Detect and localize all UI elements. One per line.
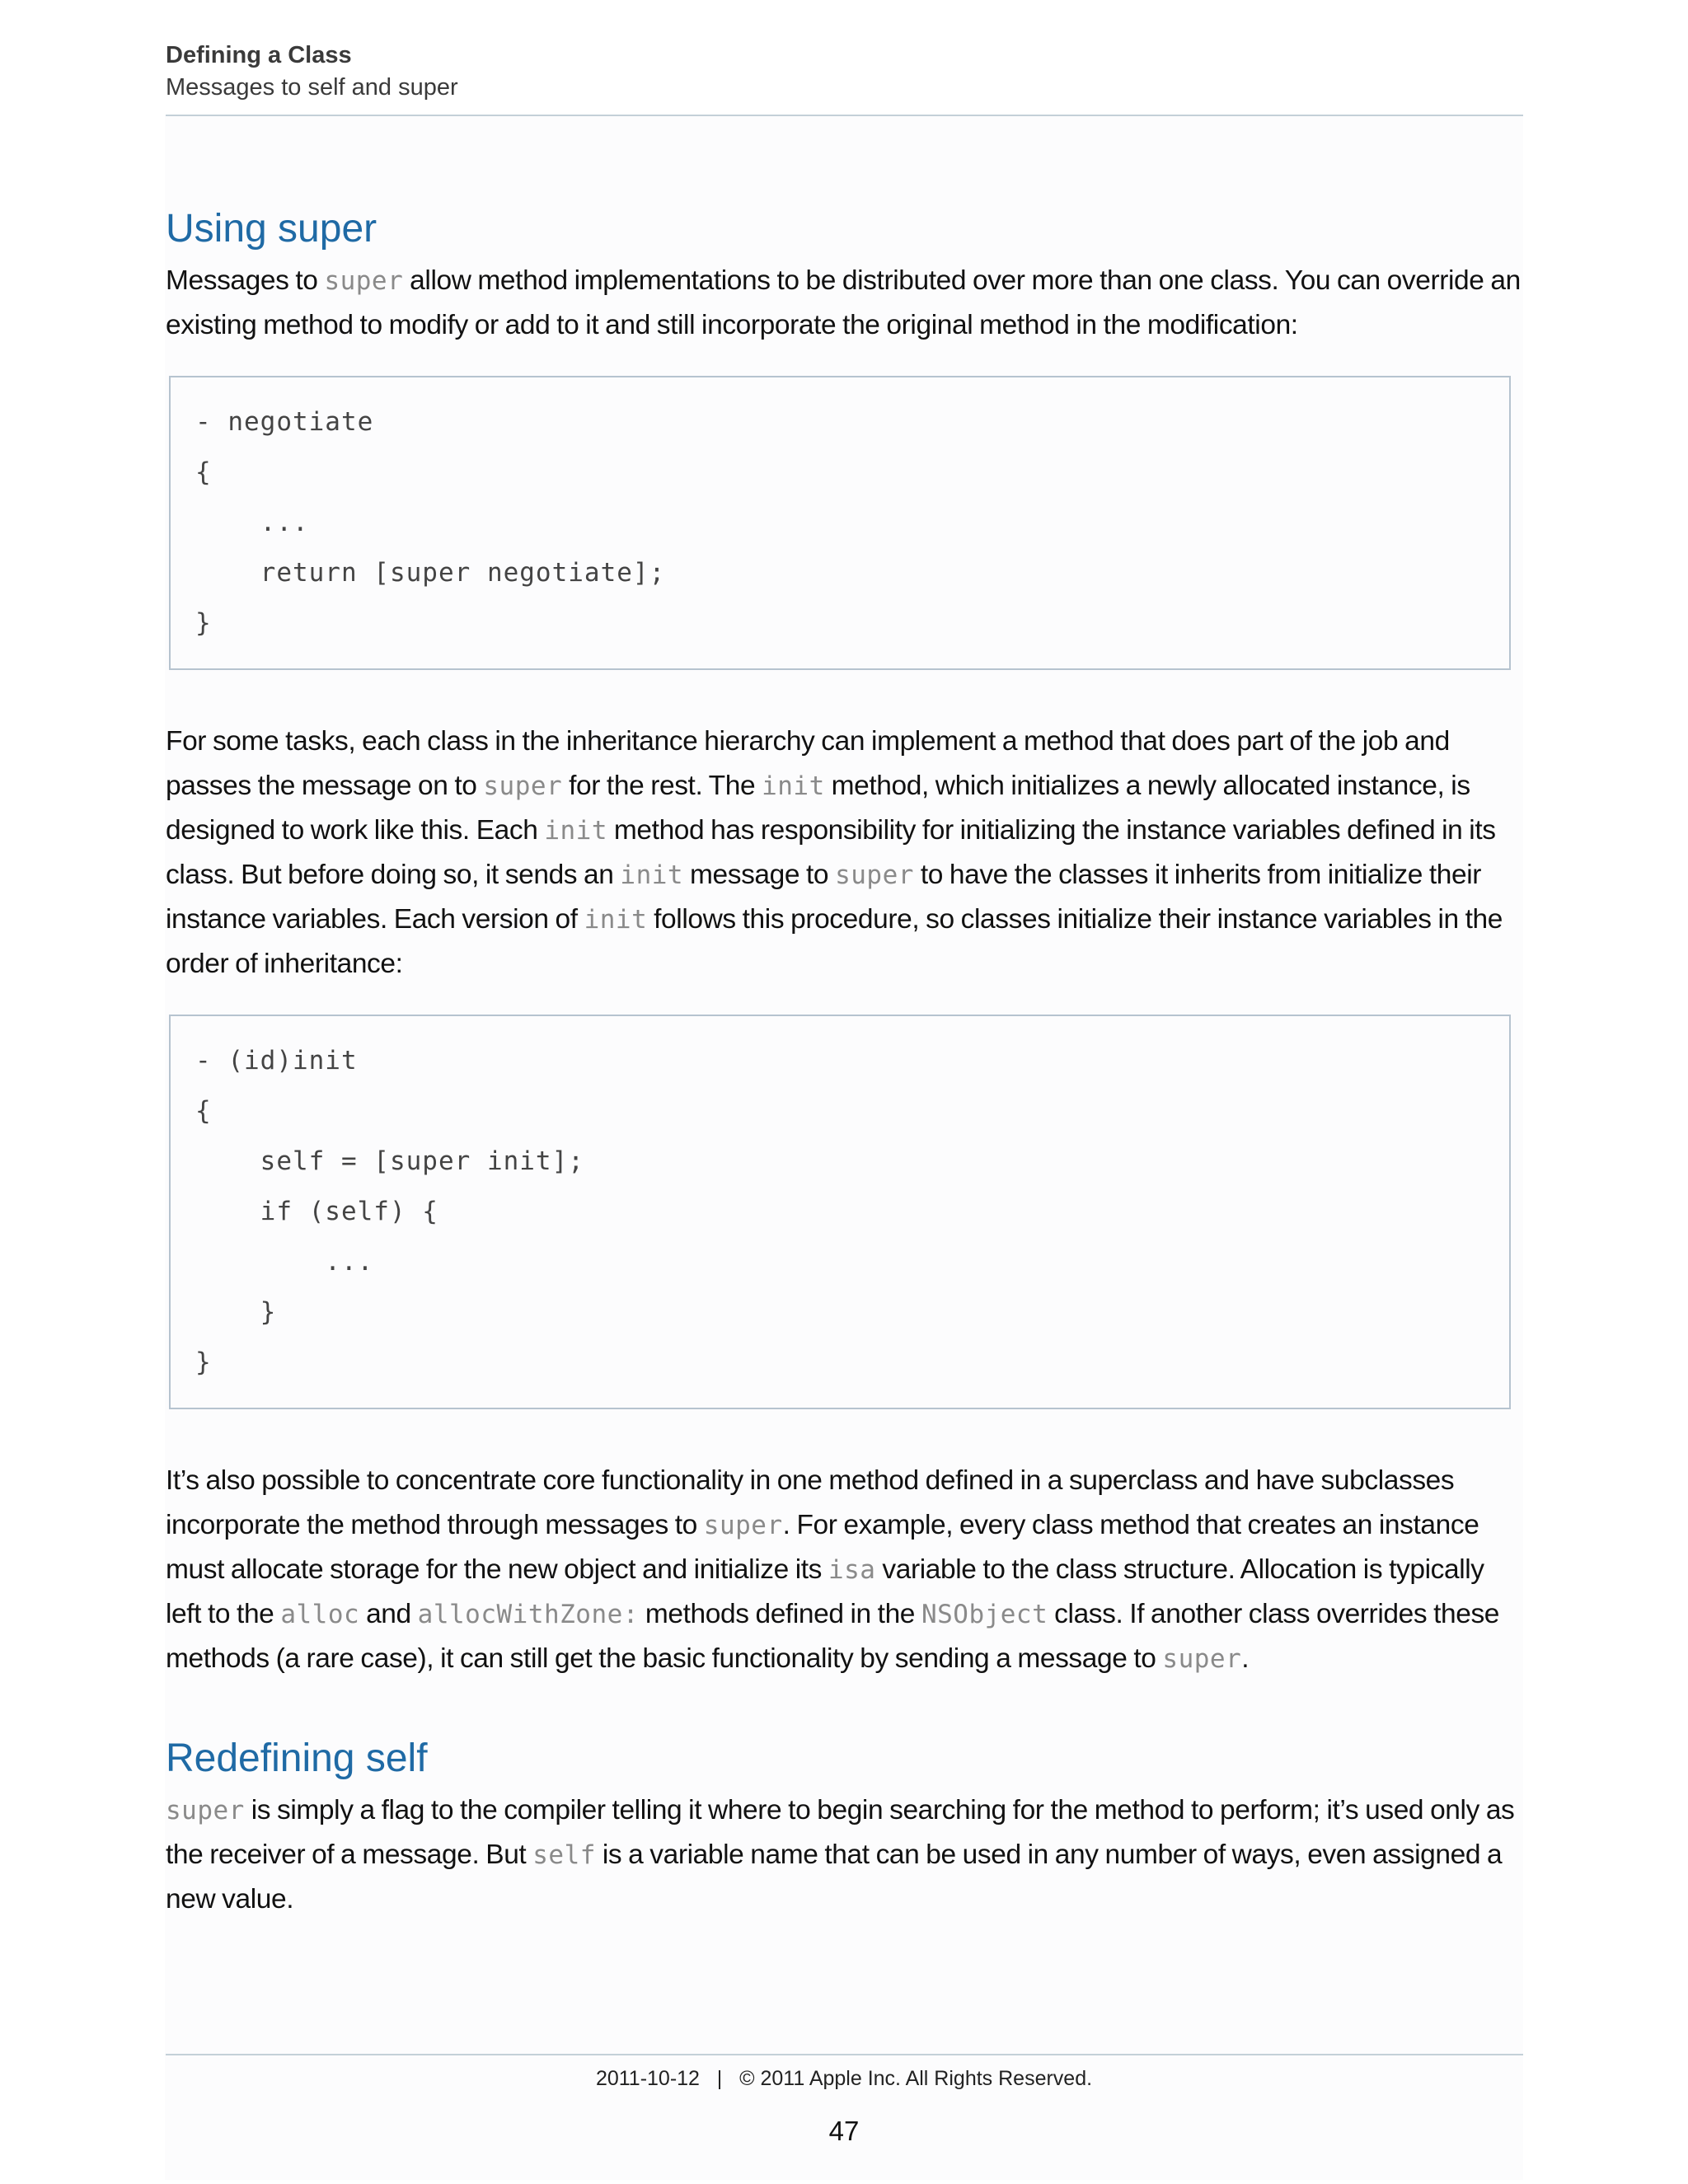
footer-copyright [0, 2062, 1688, 2095]
text-run: follows this procedure, so classes initialize their instance variables in the order of inheritance: [166, 904, 1503, 979]
inline-code: super [166, 1796, 245, 1825]
code-line: ... [195, 508, 309, 537]
code-line: - negotiate [195, 407, 374, 437]
inline-code: super [1162, 1644, 1242, 1674]
paragraph [166, 1459, 1524, 1681]
code-line: } [195, 608, 212, 638]
inline-code: init [584, 905, 648, 935]
text-run: for the rest. The [562, 771, 762, 801]
text-run: . [1241, 1643, 1250, 1674]
paragraph [166, 1788, 1524, 1922]
code-line: { [195, 457, 212, 487]
running-header [166, 40, 1523, 104]
code-line: self = [super init]; [195, 1146, 584, 1176]
footer-divider [166, 2054, 1523, 2055]
inline-code: super [483, 771, 563, 801]
inline-code: NSObject [921, 1600, 1048, 1629]
chapter-title: Defining a Class [166, 42, 352, 68]
text-run: message to [683, 860, 836, 890]
code-line: } [195, 1297, 277, 1327]
inline-code: init [544, 816, 608, 846]
inline-code: self [532, 1840, 596, 1870]
footer-text: 2011-10-12 | © 2011 Apple Inc. All Rights Reserved. [595, 2067, 1093, 2090]
page-number: 47 [828, 2116, 860, 2146]
text-run: is a variable name that can be used in any number of ways, even assigned a new value. [166, 1840, 1503, 1915]
text-run: methods defined in the [638, 1599, 921, 1629]
inline-code: init [762, 771, 825, 801]
text-run: variable to the class structure. Allocation is typically left to the [166, 1554, 1484, 1629]
code-line: { [195, 1096, 212, 1126]
code-line: ... [195, 1247, 374, 1277]
code-line: return [super negotiate]; [195, 558, 666, 588]
text-run: method has responsibility for initializing the instance variables defined in its class. But before doing so, it sends an [166, 815, 1496, 890]
inline-code: super [324, 266, 404, 296]
paragraph [166, 259, 1524, 348]
text-run: allow method implementations to be distributed over more than one class. You can override an existing method to modify or add to it and still incorporate the original method in the modification: [166, 265, 1521, 340]
main-content [166, 203, 1524, 1922]
inline-code: isa [828, 1555, 876, 1585]
inline-code: allocWithZone: [417, 1600, 639, 1629]
inline-code: alloc [280, 1600, 360, 1629]
running-section-title: Messages to self and super [166, 74, 458, 101]
text-run: . For example, every class method that creates an instance must allocate storage for the new object and initialize its [166, 1510, 1479, 1585]
text-run: method, which initializes a newly allocated instance, is designed to work like this. Each [166, 771, 1470, 846]
section-heading-using-super: Using super [166, 207, 377, 251]
inline-code: init [620, 860, 684, 890]
inline-code: super [703, 1511, 783, 1540]
text-run: and [359, 1599, 418, 1629]
text-run: For some tasks, each class in the inheritance hierarchy can implement a method that does part of the job and passes the message on to [166, 726, 1450, 801]
header-divider [166, 115, 1523, 116]
code-listing-init [169, 1015, 1511, 1409]
code-line: if (self) { [195, 1197, 438, 1226]
code-line: } [195, 1347, 212, 1377]
text-run: class. If another class overrides these methods (a rare case), it can still get the basic functionality by sending a message to [166, 1599, 1500, 1674]
inline-code: super [835, 860, 914, 890]
text-run: to have the classes it inherits from initialize their instance variables. Each version of [166, 860, 1482, 935]
code-line: - (id)init [195, 1046, 358, 1076]
text-run: Messages to [166, 265, 325, 296]
code-listing-negotiate [169, 376, 1511, 670]
text-run: is simply a flag to the compiler telling it where to begin searching for the method to perform; it’s used only as the receiver of a message. But [166, 1795, 1515, 1870]
text-run: It’s also possible to concentrate core functionality in one method defined in a superclass and have subclasses incorporate the method through messages to [166, 1465, 1455, 1540]
section-heading-redefining-self: Redefining self [166, 1736, 428, 1780]
paragraph [166, 719, 1524, 987]
